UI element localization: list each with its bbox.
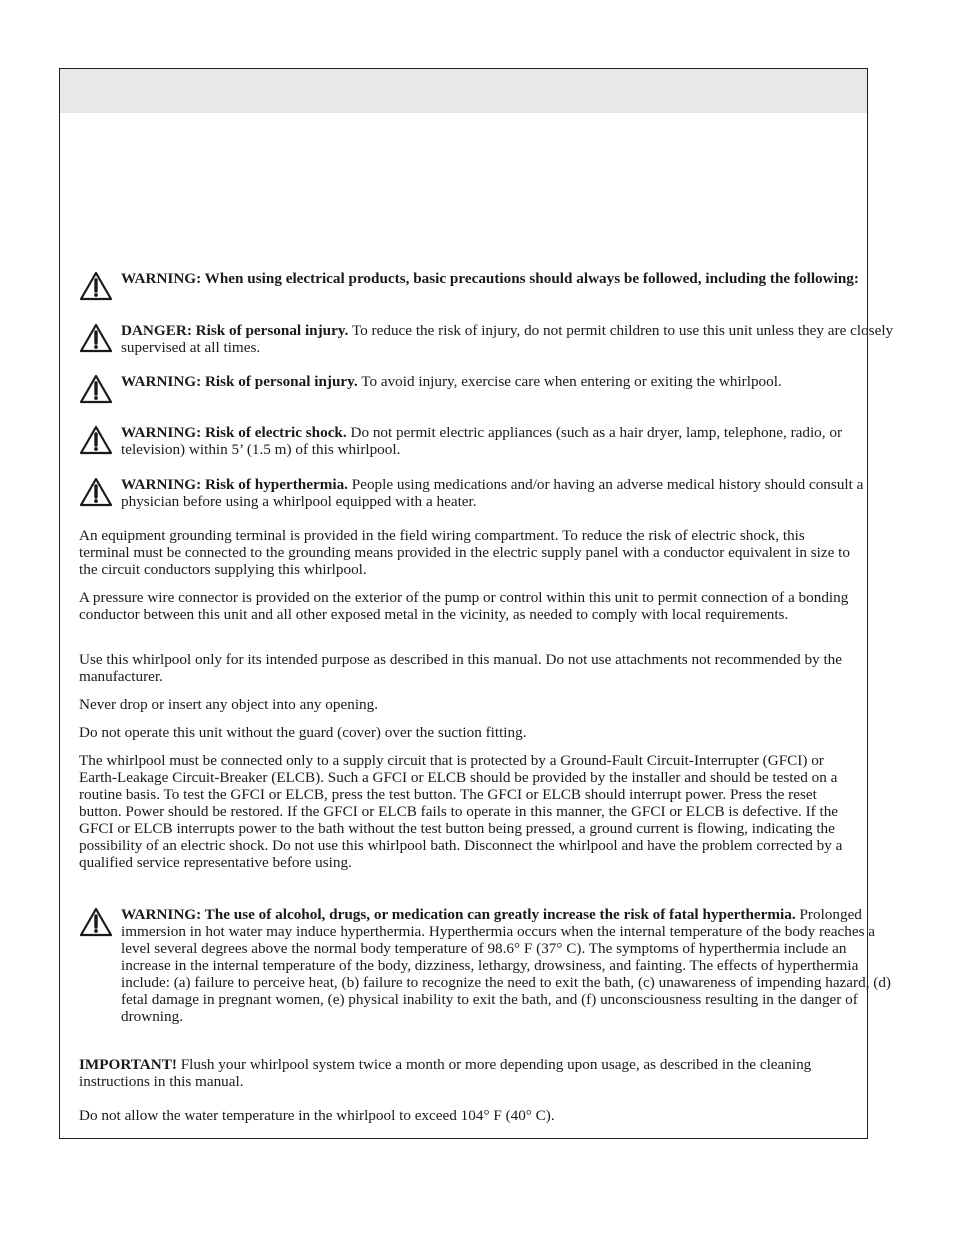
warning-alcohol-hyperthermia	[79, 906, 897, 1025]
water-temperature-paragraph: Do not allow the water temperature in the whirlpool to exceed 104° F (40° C).	[79, 1107, 555, 1124]
warning-body: Prolonged immersion in hot water may induce hyperthermia. Hyperthermia occurs when the internal temperature of the body reaches a level several degrees above the normal body temperature of 98.6° F (37° C). The symptoms of hyperthermia include an increase in the internal temperature of the body, dizziness, lethargy, drowsiness, and fainting. The effects of hyperthermia include: (a) failure to perceive heat, (b) failure to recognize the need to exit the bath, (c) unawareness of impending hazard, (d) fetal damage in pregnant women, (e) physical inability to exit the bath, and (f) unconsciousness resulting in the danger of drowning.	[121, 906, 891, 1025]
warning-hyperthermia	[79, 476, 897, 510]
warning-body: To reduce the risk of injury, do not permit children to use this unit unless they are closely supervised at all times.	[121, 322, 894, 356]
warning-triangle-icon	[79, 323, 113, 353]
important-body: Flush your whirlpool system twice a month or more depending upon usage, as described in the cleaning instructions in this manual.	[79, 1056, 812, 1090]
page-frame	[59, 68, 894, 1139]
important-label: IMPORTANT!	[79, 1056, 177, 1073]
warning-triangle-icon	[79, 477, 113, 507]
header-band	[60, 69, 867, 113]
warning-body: People using medications and/or having an adverse medical history should consult a physician before using a whirlpool equipped with a heater.	[121, 476, 864, 510]
important-flush-paragraph	[79, 1056, 855, 1090]
danger-personal-injury	[79, 322, 897, 356]
warning-triangle-icon	[79, 907, 113, 937]
grounding-paragraph: An equipment grounding terminal is provided in the field wiring compartment. To reduce the risk of electric shock, this terminal must be connected to the grounding means provided in the electric supply panel with a conductor equivalent in size to the circuit conductors supplying this whirlpool.	[79, 527, 850, 578]
warning-lead: WARNING: Risk of hyperthermia.	[121, 476, 348, 493]
warning-body: Do not permit electric appliances (such as a hair dryer, lamp, telephone, radio, or television) within 5’ (1.5 m) of this whirlpool.	[121, 424, 843, 458]
bonding-paragraph: A pressure wire connector is provided on the exterior of the pump or control within this unit to permit connection of a bonding conductor between this unit and all other exposed metal in the vicinity, as needed to comply with local requirements.	[79, 589, 849, 623]
warning-electric-shock	[79, 424, 897, 458]
suction-guard-paragraph: Do not operate this unit without the guard (cover) over the suction fitting.	[79, 724, 527, 741]
warning-lead: DANGER: Risk of personal injury.	[121, 322, 349, 339]
warning-electrical	[79, 270, 897, 287]
gfci-paragraph: The whirlpool must be connected only to a supply circuit that is protected by a Ground-Fault Circuit-Interrupter (GFCI) or Earth-Leakage Circuit-Breaker (ELCB). Such a GFCI or ELCB should be provided by the installer and should be tested on a routine basis. To test the GFCI or ELCB, press the test button. The GFCI or ELCB should interrupt power. Press the reset button. Power should be restored. If the GFCI or ELCB fails to operate in this manner, the GFCI or ELCB is defective. If the GFCI or ELCB interrupts power to the bath without the test button being pressed, a ground current is flowing, indicating the possibility of an electric shock. Do not use this whirlpool bath. Disconnect the whirlpool and have the problem corrected by a qualified service representative before using.	[79, 752, 843, 871]
warning-lead: WARNING: When using electrical products, basic precautions should always be followed, including the following:	[121, 270, 859, 287]
warning-body: To avoid injury, exercise care when entering or exiting the whirlpool.	[357, 373, 782, 390]
no-objects-paragraph: Never drop or insert any object into any opening.	[79, 696, 379, 713]
intended-use-paragraph: Use this whirlpool only for its intended purpose as described in this manual. Do not use attachments not recommended by the manufacturer.	[79, 651, 843, 685]
warning-triangle-icon	[79, 374, 113, 404]
warning-lead: WARNING: Risk of personal injury.	[121, 373, 358, 390]
warning-lead: WARNING: Risk of electric shock.	[121, 424, 347, 441]
warning-personal-injury	[79, 373, 897, 390]
warning-lead: WARNING: The use of alcohol, drugs, or medication can greatly increase the risk of fatal hyperthermia.	[121, 906, 796, 923]
warning-triangle-icon	[79, 271, 113, 301]
warning-triangle-icon	[79, 425, 113, 455]
